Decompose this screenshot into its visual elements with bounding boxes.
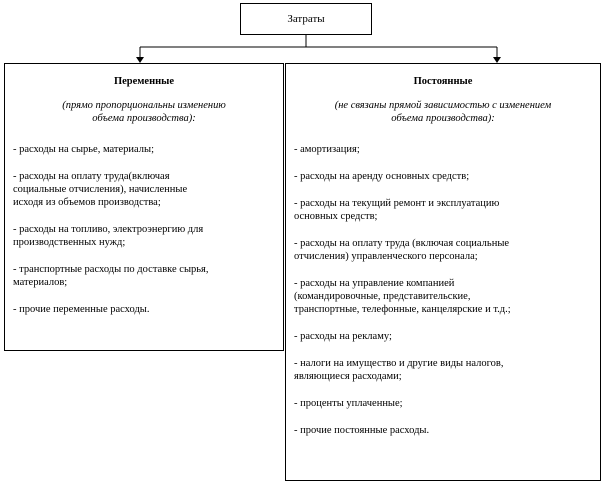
fixed-costs-title: Постоянные bbox=[413, 76, 473, 87]
cost-item: - прочие постоянные расходы. bbox=[294, 425, 430, 436]
variable-costs-list bbox=[13, 143, 275, 316]
cost-item: - расходы на управление компанией (командировочные, представительские, транспортные, телефонные, канцелярские и т.д.; bbox=[294, 278, 511, 315]
costs-root-box bbox=[240, 3, 372, 35]
cost-item: - расходы на аренду основных средств; bbox=[294, 171, 470, 182]
variable-costs-title: Переменные bbox=[113, 76, 175, 87]
cost-item: - транспортные расходы по доставке сырья, материалов; bbox=[13, 264, 209, 288]
cost-item: - расходы на сырье, материалы; bbox=[13, 144, 154, 155]
cost-item: - расходы на оплату труда (включая социальные отчисления) управленческого персонала; bbox=[294, 238, 510, 262]
fixed-costs-subtitle: (не связаны прямой зависимостью с изменением объема производства): bbox=[334, 100, 552, 124]
costs-root-label: Затраты bbox=[287, 13, 325, 25]
cost-item: - амортизация; bbox=[294, 144, 360, 155]
cost-item: - расходы на топливо, электроэнергию для производственных нужд; bbox=[13, 224, 204, 248]
cost-item: - проценты уплаченные; bbox=[294, 398, 403, 409]
fixed-costs-box bbox=[285, 63, 601, 481]
fixed-costs-list bbox=[294, 143, 592, 437]
variable-costs-box bbox=[4, 63, 284, 351]
cost-item: - прочие переменные расходы. bbox=[13, 304, 150, 315]
cost-item: - налоги на имущество и другие виды налогов, являющиеся расходами; bbox=[294, 358, 504, 382]
variable-costs-subtitle: (прямо пропорциональны изменению объема производства): bbox=[62, 100, 226, 124]
cost-item: - расходы на оплату труда(включая социальные отчисления), начисленные исходя из объемов производства; bbox=[13, 171, 188, 208]
cost-item: - расходы на текущий ремонт и эксплуатацию основных средств; bbox=[294, 198, 500, 222]
cost-item: - расходы на рекламу; bbox=[294, 331, 392, 342]
